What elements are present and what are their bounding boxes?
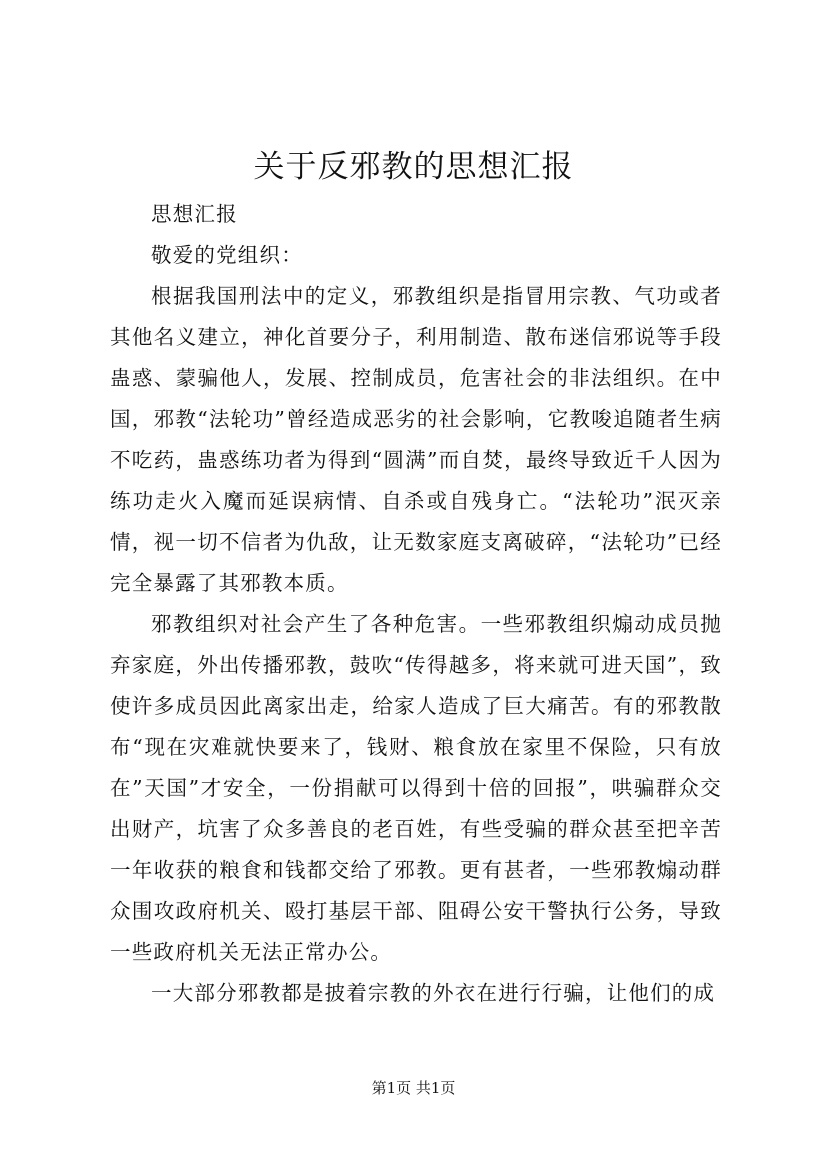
paragraph-heading: 思想汇报 (151, 202, 238, 226)
document-body (110, 194, 722, 1014)
paragraph-definition: 根据我国刑法中的定义，邪教组织是指冒用宗教、气功或者其他名义建立，神化首要分子，利用制造、散布迷信邪说等手段蛊惑、蒙骗他人，发展、控制成员，危害社会的非法组织。在中国，邪教“法轮功”曾经造成恶劣的社会影响，它教唆追随者生病不吃药，蛊惑练功者为得到“圆满”而自焚，最终导致近千人因为练功走火入魔而延误病情、自杀或自残身亡。“法轮功”泯灭亲情，视一切不信者为仇敌，让无数家庭支离破碎，“法轮功”已经完全暴露了其邪教本质。 (110, 284, 722, 595)
paragraph-salutation: 敬爱的党组织： (151, 243, 303, 267)
paragraph-harms: 邪教组织对社会产生了各种危害。一些邪教组织煽动成员抛弃家庭，外出传播邪教，鼓吹“传得越多，将来就可进天国”，致使许多成员因此离家出走，给家人造成了巨大痛苦。有的邪教散布“现在灾难就快要来了，钱财、粮食放在家里不保险，只有放在”天国”才安全，一份捐献可以得到十倍的回报”，哄骗群众交出财产，坑害了众多善良的老百姓，有些受骗的群众甚至把辛苦一年收获的粮食和钱都交给了邪教。更有甚者，一些邪教煽动群众围攻政府机关、殴打基层干部、阻碍公安干警执行公务，导致一些政府机关无法正常办公。 (110, 612, 722, 964)
paragraph-continued: 一大部分邪教都是披着宗教的外衣在进行行骗，让他们的成 (151, 981, 716, 1005)
document-title: 关于反邪教的思想汇报 (253, 149, 574, 185)
page-footer: 第1页 共1页 (371, 1079, 456, 1097)
